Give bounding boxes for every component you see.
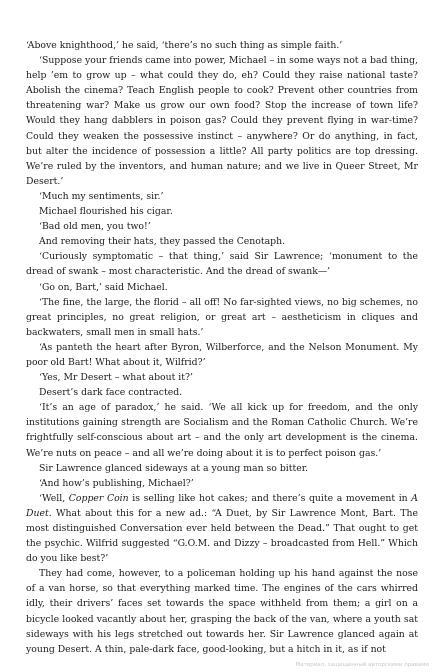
book-title-copper-coin: Copper Coin — [68, 492, 129, 504]
paragraph-publishing-reply — [26, 491, 418, 566]
book-page-text — [26, 38, 418, 657]
paragraph: ‘Above knighthood,’ he said, ‘there’s no such thing as simple faith.’ — [26, 40, 343, 51]
paragraph: ‘Much my sentiments, sir.’ — [39, 190, 164, 202]
paragraph: ‘The fine, the large, the florid – all off! No far-sighted views, no big schemes, no great principles, no great religion, or great art – aestheticism in cliques and backwaters, small men in small hats.’ — [26, 296, 418, 338]
paragraph: ‘As panteth the heart after Byron, Wilberforce, and the Nelson Monument. My poor old Bart! What about it, Wilfrid?’ — [26, 341, 418, 368]
paragraph: ‘Yes, Mr Desert – what about it?’ — [39, 372, 193, 384]
paragraph: ‘It’s an age of paradox,’ he said. ‘We all kick up for freedom, and the only institutions gaining strength are Socialism and the Roman Catholic Church. We’re frightfully self-conscious about art – and the only art development is the cinema. We’re nuts on peace – and all we’re doing about it is to perfect poison gas.’ — [26, 402, 418, 459]
text-run: ‘Well, — [39, 492, 69, 504]
book-title-a-duet: A Duet — [26, 492, 418, 519]
paragraph: ‘And how’s publishing, Michael?’ — [39, 477, 194, 489]
paragraph: ‘Suppose your friends came into power, Michael – in some ways not a bad thing, help ’em to grow up – what could they do, eh? Could they raise national taste? Abolish the cinema? Teach English people to cook? Prevent other countries from threatening war? Make us grow our own food? Stop the increase of town life? Would they hang dabblers in poison gas? Could they prevent flying in war-time? Could they weaken the possessive instinct – anywhere? Or do anything, in fact, but alter the incidence of possession a little? All party politics are top dressing. We’re ruled by the inventors, and human nature; and we live in Queer Street, Mr Desert.’ — [26, 55, 418, 187]
paragraph: ‘Go on, Bart,’ said Michael. — [39, 281, 168, 293]
paragraph: And removing their hats, they passed the Cenotaph. — [39, 236, 286, 248]
paragraph: Michael flourished his cigar. — [39, 206, 173, 218]
copyright-watermark: Материал, защищенный авторскими правами — [295, 662, 429, 668]
paragraph: ‘Bad old men, you two!’ — [39, 221, 151, 233]
text-run: is selling like hot cakes; and there’s quite a movement in — [128, 492, 412, 504]
paragraph: Sir Lawrence glanced sideways at a young man so bitter. — [39, 462, 309, 474]
paragraph: Desert’s dark face contracted. — [39, 387, 183, 399]
paragraph: ‘Curiously symptomatic – that thing,’ said Sir Lawrence; ‘monument to the dread of swank – most characteristic. And the dread of swank—’ — [26, 251, 418, 278]
text-run: . What about this for a new ad.: “A Duet, by Sir Lawrence Mont, Bart. The most distinguished Conversation ever held between the Dead.” That ought to get the psychic. Wilfrid suggested “G.O.M. and Dizzy – broadcasted from Hell.” Which do you like best?’ — [26, 507, 418, 565]
paragraph: They had come, however, to a policeman holding up his hand against the nose of a van horse, so that everything marked time. The engines of the cars whirred idly, their drivers’ faces set towards the space withheld from them; a girl on a bicycle looked vacantly about her, grasping the back of the van, where a youth sat sideways with his legs stretched out towards her. Sir Lawrence glanced again at young Desert. A thin, pale-dark face, good-looking, but a hitch in it, as if not — [26, 568, 418, 655]
